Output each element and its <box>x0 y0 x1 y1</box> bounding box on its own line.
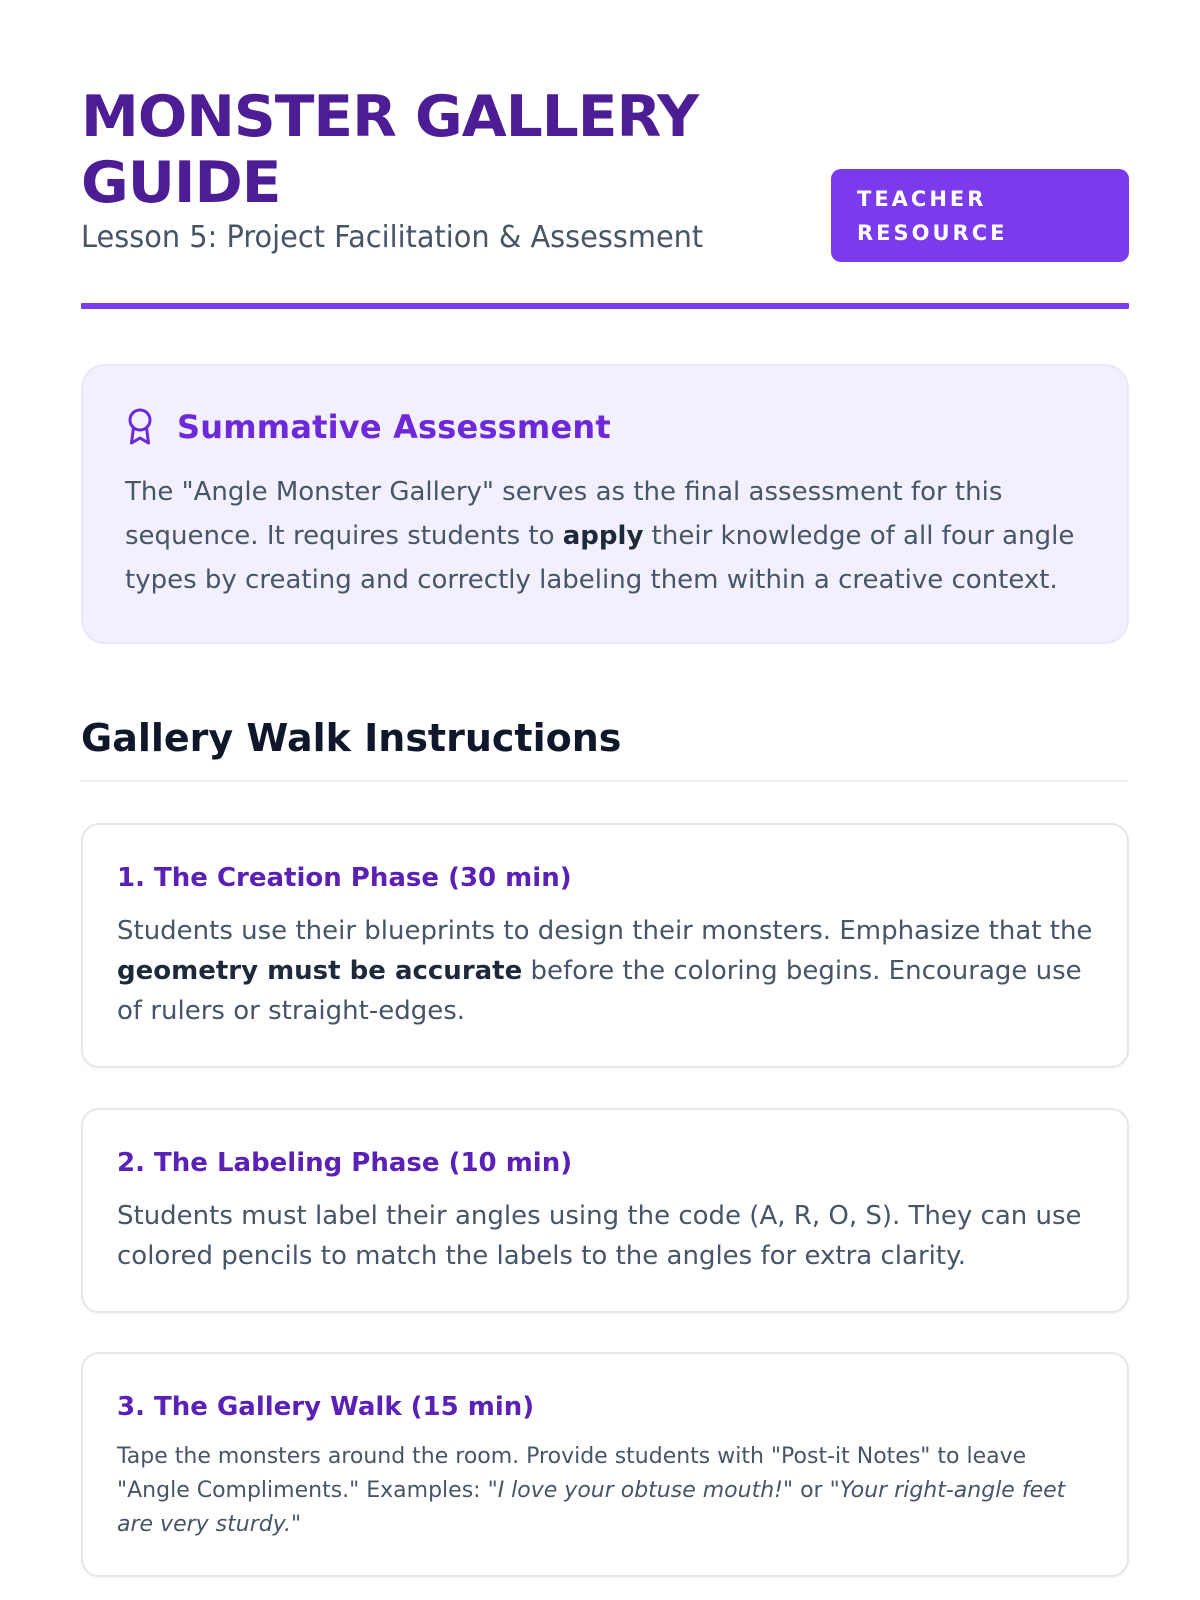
summative-assessment-card <box>81 364 1129 644</box>
summative-header <box>125 406 1085 448</box>
example-quote-1: "I love your obtuse mouth!" <box>487 1478 794 1503</box>
phase-text-1: Students use their blueprints to design their monsters. Emphasize that the <box>117 916 1093 946</box>
page-title: MONSTER GALLERY GUIDE <box>81 84 699 216</box>
section-divider <box>81 780 1129 782</box>
example-quote-2: "Your right-angle feet are very sturdy." <box>117 1478 1066 1537</box>
phase-card-gallery-walk <box>81 1352 1129 1577</box>
section-title: Gallery Walk Instructions <box>81 716 622 760</box>
phase-title: 1. The Creation Phase (30 min) <box>117 863 572 893</box>
summative-emphasis: apply <box>562 521 644 551</box>
phase-title: 3. The Gallery Walk (15 min) <box>117 1392 535 1422</box>
summative-description <box>125 470 1085 602</box>
phase-card-creation <box>81 823 1129 1068</box>
summative-text-2: their knowledge of all four angle types by creating and correctly labeling them within a creative context. <box>125 521 1075 595</box>
phase-card-labeling <box>81 1108 1129 1313</box>
teacher-resource-badge <box>831 169 1129 262</box>
badge-label: TEACHER RESOURCE <box>857 187 1008 245</box>
page-subtitle: Lesson 5: Project Facilitation & Assessment <box>81 220 704 255</box>
summative-text-1: The "Angle Monster Gallery" serves as the final assessment for this sequence. It requires students to <box>125 477 1003 551</box>
phase-description: Students must label their angles using the code (A, R, O, S). They can use colored pencils to match the labels to the angles for extra clarity. <box>117 1201 1082 1271</box>
phase-text-2: before the coloring begins. Encourage use of rulers or straight-edges. <box>117 956 1082 1026</box>
phase-title: 2. The Labeling Phase (10 min) <box>117 1148 573 1178</box>
phase-description <box>117 1440 1093 1542</box>
phase-text-or: or <box>793 1478 830 1503</box>
phase-description <box>117 911 1093 1031</box>
summative-title: Summative Assessment <box>177 408 611 446</box>
page-header <box>81 0 1129 310</box>
phase-emphasis: geometry must be accurate <box>117 956 523 986</box>
header-divider <box>81 303 1129 309</box>
phase-text-1: Tape the monsters around the room. Provide students with "Post-it Notes" to leave "Angle Compliments." Examples: <box>117 1444 1027 1503</box>
page <box>81 0 1129 1537</box>
award-ribbon-icon <box>125 407 155 447</box>
